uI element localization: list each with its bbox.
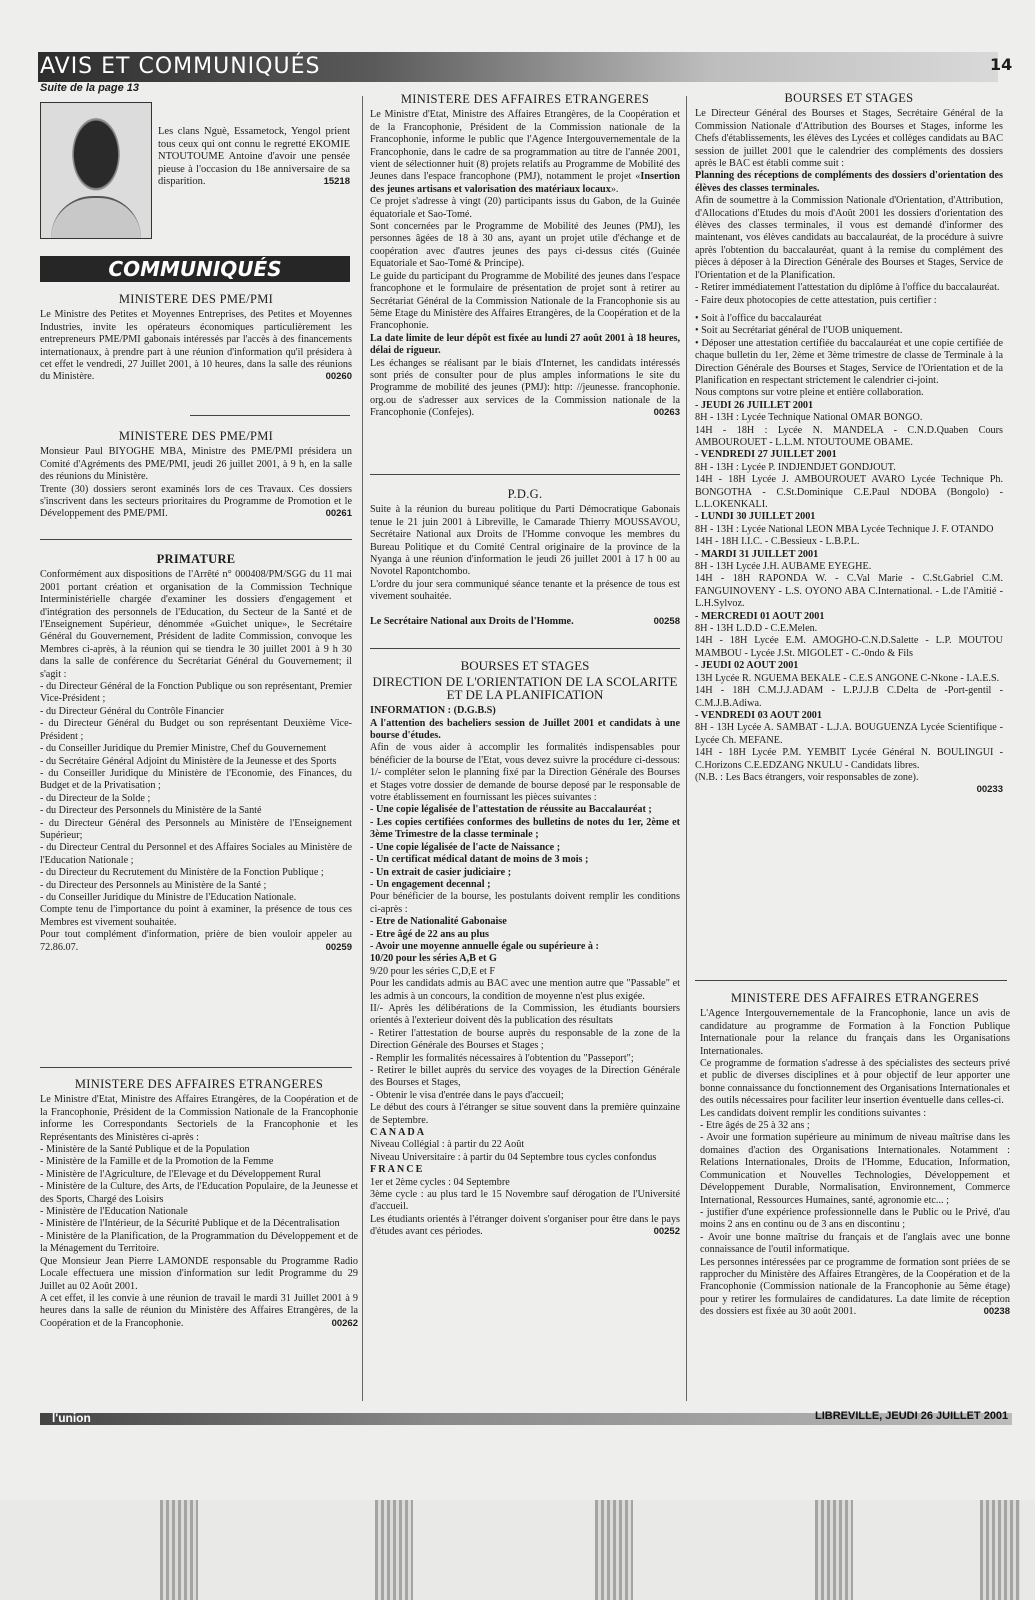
schedule-day: - VENDREDI 03 AOUT 2001 8H - 13H Lycée A. SAMBAT - L.J.A. BOUGUENZA Lycée Scientifique - Lycée Ch. MEFANE. 14H - 18H Lycée P.M. YEMBIT Lycée Général N. BOULINGUI - C.Horizons C.E.EDZANG NKULU - Candidats libres. (695, 709, 1003, 771)
divider (40, 539, 352, 540)
scan-artifact (595, 1500, 633, 1600)
notice-title: MINISTERE DES AFFAIRES ETRANGERES (74, 1077, 324, 1091)
divider (190, 415, 350, 416)
column-divider (686, 96, 687, 1401)
ref-number: 00261 (325, 508, 352, 520)
scan-artifact (160, 1500, 198, 1600)
notice-title: BOURSES ET STAGES (784, 91, 914, 105)
ref-number: 00260 (325, 371, 352, 383)
scan-artifact (980, 1500, 1020, 1600)
schedule-day: - MARDI 31 JUILLET 2001 8H - 13H Lycée J.H. AUBAME EYEGHE. 14H - 18H RAPONDA W. - C.Val Marie - C.St.Gabriel C.M. FANGUINOVENY - L.S. OYONO ABA C.International. - L.de l'Amitié - L.H.Sylvoz. (695, 548, 1003, 610)
continued-note: Suite de la page 13 (40, 82, 140, 94)
notice-title: MINISTERE DES AFFAIRES ETRANGERES (400, 92, 650, 106)
scan-artifact (375, 1500, 413, 1600)
divider (695, 980, 1007, 981)
scan-margin (0, 1500, 1035, 1600)
schedule-day: - JEUDI 02 AOUT 2001 13H Lycée R. NGUEMA BEKALE - C.E.S ANGONE C-Nkone - I.A.E.S. 14H - 18H C.M.J.J.ADAM - L.P.J.J.B C.Delta de -Port-gentil - C.M.J.B.Adiwa. (695, 660, 1003, 709)
notice-title: MINISTERE DES PME/PMI (118, 429, 274, 443)
notice-pme-1: MINISTERE DES PME/PMI Le Ministre des Petites et Moyennes Entreprises, des Petites et Moyennes Industries, invite les opérateurs économiques particulièrement les entrepreneurs PME/PMI gabonais intéressés par l'accès à des financements internationaux, à prendre part à une réunion d'information qu'il présidera à cet effet le vendredi, 27 Juillet 2001, à 10 heures, dans la salle des réunions du Ministère. 00260 (40, 292, 352, 383)
divider (40, 1067, 352, 1068)
ref-number: 00238 (983, 1306, 1010, 1318)
memorial-text: Les clans Nguè, Essametock, Yengol prient tous ceux qui ont connu le regretté EKOMIE NTOUTOUME Antoine d'avoir une pensée pieuse à l'occasion du 18e anniversaire de sa disparition. (158, 126, 350, 188)
scan-artifact (815, 1500, 853, 1600)
notice-pme-2: MINISTERE DES PME/PMI Monsieur Paul BIYOGHE MBA, Ministre des PME/PMI présidera un Comité d'Agréments des PME/PMI, jeudi 26 juillet 2001, à 9 h, en la salle des réunions du Ministère. Trente (30) dossiers seront examinés lors de ces Travaux. Ces dossiers s'inscrivent dans les secteurs prioritaires du Programme de Promotion et le Développement des PME/PMI. 00261 (40, 429, 352, 520)
notice-affaires-etrangeres-1: MINISTERE DES AFFAIRES ETRANGERES Le Ministre d'Etat, Ministre des Affaires Etrangères, de la Coopération et de la Francophonie, Président de la Commission Nationale de la Francophonie informe les Correspondants Sectoriels de la Francophonie et les Représentants des Ministères ci-après : - Ministère de la Santé Publique et de la Population - Ministère de la Famille et de la Promotion de la Femme - Ministère de l'Agriculture, de l'Elevage et du Développement Rural - Ministère de la Culture, des Arts, de l'Education Populaire, de la Jeunesse et des Sports, Chargé des Loisirs - Ministère de l'Education Nationale - Ministère de l'Intérieur, de la Sécurité Publique et de la Décentralisation - Ministère de la Planification, de la Programmation du Développement et de la Ménagement du Territoire. Que Monsieur Jean Pierre LAMONDE responsable du Programme Radio Locale effectuera une mission d'information sur ledit Programme du 29 Juillet au 02 Août 2001. A cet effet, il les convie à une réunion de travail le mardi 31 Juillet 2001 à 9 heures dans la salle de réunion du Ministère des Affaires Etrangères, de la Coopération et de la Francophonie. 00262 (40, 1077, 358, 1329)
divider (370, 474, 680, 475)
notice-title: BOURSES ET STAGES (460, 658, 590, 673)
portrait-photo (40, 102, 152, 239)
schedule-day: - JEUDI 26 JUILLET 2001 8H - 13H : Lycée Technique National OMAR BONGO. 14H - 18H : Lycée N. MANDELA - C.N.D.Quaben Cours AMBOUROUET - L.L.M. NTOUTOUME OBAME. (695, 399, 1003, 448)
schedule-day: - MERCREDI 01 AOUT 2001 8H - 13H L.D.D - C.E.Melen. 14H - 18H Lycée E.M. AMOGHO-C.N.D.Salette - L.P. MOUTOU MAMBOU - Lycée J.St. MIGOLET - C.-0ndo & Fils (695, 610, 1003, 659)
ref-number: 00258 (653, 615, 680, 627)
ref-number: 00252 (653, 1226, 680, 1238)
notice-affaires-etrangeres-2: MINISTERE DES AFFAIRES ETRANGERES Le Ministre d'Etat, Ministre des Affaires Etrangères, de la Coopération et de la Francophonie, Président de la Commission nationale de la Francophonie, informe le public que l'Agence Intergouvernementale de la Francophonie, dans le cadre de sa programmation au titre de l'année 2001, vient de sélectionner huit (8) projets relatifs au Programme de Mobilité des Jeunes dans l'espace francophone (PMJ), notamment le projet «Insertion des jeunes artisans et valorisation des matériaux locaux». Ce projet s'adresse à vingt (20) participants issus du Gabon, de la Guinée équatoriale et Sao-Tomé. Sont concernées par le Programme de Mobilité des Jeunes (PMJ), les personnes âgées de 18 à 30 ans, ayant un projet utile d'échange et de coopération avec d'autres jeunes des pays ci-dessus cités (Guinée Equatoriale et Sao-Tomé & Principe). Le guide du participant du Programme de Mobilité des jeunes dans l'espace francophone et le formulaire de présentation de projet sont à retirer au Secrétariat Général de la Commission Nationale de la Francophonie sis au 5ème Etage du Ministère des Affaires Etrangères, de la Coopération et de la Francophonie. La date limite de leur dépôt est fixée au lundi 27 août 2001 à 18 heures, délai de rigueur. Les échanges se réalisant par le biais d'Internet, les candidats intéressés sont priés de consulter pour de plus amples informations le site du Programme de mobilité des jeunes (PMJ): http: //jeunesse. francophonie. org.ou de s'adresser aux services de la Commission nationale de la Francophonie (Confejes). 00263 (370, 92, 680, 419)
communiques-title: COMMUNIQUÉS (108, 257, 282, 281)
section-title: AVIS ET COMMUNIQUÉS (40, 54, 321, 79)
notice-affaires-etrangeres-3: MINISTERE DES AFFAIRES ETRANGERES L'Agence Intergouvernementale de la Francophonie, lance un avis de candidature au programme de Formation à la Fonction Publique Internationale pour la relance du français dans les Organisations Internationales. Ce programme de formation s'adresse à des spécialistes des secteurs privé et public de diverses disciplines et à pour objectif de leur apporter une bonne connaissance du fonctionnement des Organisations Internationales et des outils nécessaires pour faciliter leur insertion éventuelle dans celles-ci. Les candidats doivent remplir les conditions suivantes : - Etre âgés de 25 à 32 ans ; - Avoir une formation supérieure au minimum de niveau maîtrise dans les domaines d'action des Organisations Internationales. Notamment : Relations Internationales, Droits de l'Homme, Education, Information, Communication et Nouvelles Technologies, Développement et Développement Durable, Normalisation, Environnement, Commerce International, Ressources Humaines, santé, agronomie etc... ; - justifier d'une expérience professionnelle dans le Public ou le Privé, d'au moins 2 ans en continu ou de 3 ans en discontinu ; - Avoir une bonne maîtrise du français et de l'anglais avec une bonne connaissance de l'outil informatique. Les personnes intéressées par ce programme de formation sont priées de se rapprocher du Ministère des Affaires Etrangères, de la Coopération et de la Francophonie (Commission nationale de la Francophonie au 5ème étage) pour y retirer les formulaires de candidatures. La date limite de réception des dossiers est fixée au 30 août 2001. 00238 (700, 991, 1010, 1318)
notice-bourses-dgbs: BOURSES ET STAGES DIRECTION DE L'ORIENTATION DE LA SCOLARITE ET DE LA PLANIFICATION INFORMATION : (D.G.B.S) A l'attention des bacheliers session de Juillet 2001 et candidats à une bourse d'études. Afin de vous aider à accomplir les formalités indispensables pour bénéficier de la bourse de l'Etat, vous devez suivre la procédure ci-dessous: 1/- compléter selon le planning fixé par la Direction Générale des Bourses et Stages votre dossier de demande de bourse deposé par le responsable de votre établissement en fournissant les pièces suivantes : - Une copie légalisée de l'attestation de réussite au Baccalauréat ; - Les copies certifiées conformes des bulletins de notes du 1er, 2ème et 3ème Trimestre de la classe terminale ; - Une copie légalisée de l'acte de Naissance ; - Un certificat médical datant de moins de 3 mois ; - Un extrait de casier judiciaire ; - Un engagement decennal ; Pour bénéficier de la bourse, les postulants doivent remplir les conditions ci-après : - Etre de Nationalité Gabonaise - Etre âgé de 22 ans au plus - Avoir une moyenne annuelle égale ou supérieure à : 10/20 pour les séries A,B et G 9/20 pour les séries C,D,E et F Pour les candidats admis au BAC avec une mention autre que "Passable" et les admis à un concours, la condition de moyenne n'est plus exigée. II/- Après les délibérations de la Commission, les étudiants boursiers orientés à l'exterieur doivent dès la publication des résultats - Retirer l'attestation de bourse auprès du responsable de la zone de la Direction Générale des Bourses et Stages ; - Remplir les formalités nécessaires à l'obtention du "Passeport"; - Retirer le billet auprès du service des voyages de la Direction Générale des Bourses et Stages, - Obtenir le visa d'entrée dans le pays d'accueil; Le début des cours à l'étranger se situe souvent dans la première quinzaine de Septembre. CANADA Niveau Collégial : à partir du 22 Août Niveau Universitaire : à partir du 04 Septembre tous cycles confondus FRANCE 1er et 2ème cycles : 04 Septembre 3ème cycle : au plus tard le 15 Novembre sauf dérogation de l'Université d'accueil. Les étudiants orientés à l'étranger doivent s'organiser pour être dans le pays d'études avant ces périodes. 00252 (370, 658, 680, 1238)
schedule-day: - VENDREDI 27 JUILLET 2001 8H - 13H : Lycée P. INDJENDJET GONDJOUT. 14H - 18H Lycée J. AMBOUROUET AVARO Lycée Technique Ph. BONGOTHA - C.St.Dominique C.E.Paul NDOBA (Bongolo) - L.L.OKENKALI. (695, 449, 1003, 510)
divider (370, 648, 680, 649)
newspaper-name: l'union (52, 1411, 91, 1425)
page-number: 14 (990, 55, 1013, 74)
dateline: LIBREVILLE, JEUDI 26 JUILLET 2001 (815, 1410, 1009, 1422)
schedule-day: - LUNDI 30 JUILLET 2001 8H - 13H : Lycée National LEON MBA Lycée Technique J. F. OTANDO 14H - 18H I.I.C. - C.Bessieux - L.B.P.L. (695, 511, 994, 548)
notice-bourses-planning: BOURSES ET STAGES Le Directeur Général des Bourses et Stages, Secrétaire Général de la Commission Nationale d'Attribution des Bourses et Stages, informe les Chefs d'établissements, les élèves des Lycées et collèges candidats au BAC session de juillet 2001 que le calendrier des compléments des dossiers après le BAC est établi comme suit : Planning des réceptions de compléments des dossiers d'orientation des élèves des classes terminales. Afin de soumettre à la Commission Nationale d'Orientation, d'Attribution, d'Allocations d'Etudes du mois d'Août 2001 les dossiers d'orientation des élèves des classes terminales, il vous est demandé d'informer des maintenant, vos élèves candidats au baccalauréat, de la procédure à suivre après l'obtention du baccalauréat, quant à la remise du complément des pièces à déposer à la Direction Générale des Bourses et Stages, Service de l'Orientation et de la Planification. - Retirer immédiatement l'attestation du diplôme à l'office du baccalauréat. - Faire deux photocopies de cette attestation, puis certifier : • Soit à l'office du baccalauréat • Soit au Secrétariat général de l'UOB uniquement. • Déposer une attestation certifiée du baccalauréat et une copie certifiée de chaque bulletin du 1er, 2ème et 3ème trimestre de classe de Terminale à la Direction Générale des Bourses et Stages, Service de l'Orientation et de la Planification en respectant strictement le calendrier ci-joint. Nous comptons sur votre pleine et entière collaboration. - JEUDI 26 JUILLET 2001 8H - 13H : Lycée Technique National OMAR BONGO. 14H - 18H : Lycée N. MANDELA - C.N.D.Quaben Cours AMBOUROUET - L.L.M. NTOUTOUME OBAME. - VENDREDI 27 JUILLET 2001 8H - 13H : Lycée P. INDJENDJET GONDJOUT. 14H - 18H Lycée J. AMBOUROUET AVARO Lycée Technique Ph. BONGOTHA - C.St.Dominique C.E.Paul NDOBA (Bongolo) - L.L.OKENKALI. - LUNDI 30 JUILLET 2001 8H - 13H : Lycée National LEON MBA Lycée Technique J. F. OTANDO 14H - 18H I.I.C. - C.Bessieux - L.B.P.L. - MARDI 31 JUILLET 2001 8H - 13H Lycée J.H. AUBAME EYEGHE. 14H - 18H RAPONDA W. - C.Val Marie - C.St.Gabriel C.M. FANGUINOVENY - L.S. OYONO ABA C.International. - L.de l'Amitié - L.H.Sylvoz. - MERCREDI 01 AOUT 2001 8H - 13H L.D.D - C.E.Melen. 14H - 18H Lycée E.M. AMOGHO-C.N.D.Salette - L.P. MOUTOU MAMBOU - Lycée J.St. MIGOLET - C.-0ndo & Fils - JEUDI 02 AOUT 2001 13H Lycée R. NGUEMA BEKALE - C.E.S ANGONE C-Nkone - I.A.E.S. 14H - 18H C.M.J.J.ADAM - L.P.J.J.B C.Delta de -Port-gentil - C.M.J.B.Adiwa. - VENDREDI 03 AOUT 2001 8H - 13H Lycée A. SAMBAT - L.J.A. BOUGUENZA Lycée Scientifique - Lycée Ch. MEFANE. 14H - 18H Lycée P.M. YEMBIT Lycée Général N. BOULINGUI - C.Horizons C.E.EDZANG NKULU - Candidats libres. (N.B. : Les Bacs étrangers, voir responsables de zone). 00233 (695, 91, 1003, 796)
ref-number: 15218 (323, 176, 350, 188)
notice-title: PRIMATURE (156, 552, 236, 566)
column-divider (362, 96, 363, 1401)
notice-title: MINISTERE DES PME/PMI (118, 292, 274, 306)
memorial-notice (158, 126, 350, 189)
ref-number: 00262 (331, 1317, 358, 1329)
notice-subtitle: DIRECTION DE L'ORIENTATION DE LA SCOLARITE ET DE LA PLANIFICATION (372, 674, 678, 702)
ref-number: 00259 (325, 941, 352, 953)
ref-number: 00263 (653, 407, 680, 419)
notice-pdg: P.D.G. Suite à la réunion du bureau politique du Parti Démocratique Gabonais tenue le 21 juin 2001 à Libreville, le Camarade Thierry MOUSSAVOU, Secrétaire National aux Droits de l'Homme convoque les membres du Bureau Politique et du Comité Central originaire de la province de la Nyanga à une réunion d'information le jeudi 26 juillet 2001 à 17 h 00 au Novotel Rapontchombo. L'ordre du jour sera communiqué séance tenante et la présence de tous est vivement souhaitée. Le Secrétaire National aux Droits de l'Homme. 00258 (370, 487, 680, 627)
notice-title: P.D.G. (507, 487, 543, 501)
ref-number: 00233 (976, 784, 1003, 796)
notice-title: MINISTERE DES AFFAIRES ETRANGERES (730, 991, 980, 1005)
notice-primature: PRIMATURE Conformément aux dispositions de l'Arrêté n° 000408/PM/SGG du 11 mai 2001 portant création et organisation de la Commission Technique Interministérielle chargée d'examiner les dossiers d'engagement et d'intégration des personnels de l'Education, du Secteur de la Santé et de l'Enseignement Supérieur, dénommée «Guichet unique», le Secrétaire Général du Gouvernement, Président de ladite Commission, convoque les Membres ci-après, à la réunion qui se tiendra le 30 juillet 2001 à 9 h 30 dans la salle de conférence du Secrétariat Général du Gouvernement; il s'agit : - du Directeur Général de la Fonction Publique ou son représentant, Premier Vice-Président ; - du Directeur Général du Contrôle Financier - du Directeur Général du Budget ou son représentant Deuxième Vice-Président ; - du Conseiller Juridique du Premier Ministre, Chef du Gouvernement - du Secrétaire Général Adjoint du Ministère de la Jeunesse et des Sports - du Conseiller Juridique du Ministère de l'Economie, des Finances, du Budget et de la Privatisation ; - du Directeur de la Solde ; - du Directeur des Personnels du Ministère de la Santé - du Directeur Général des Personnels au Ministère de l'Enseignement Supérieur; - du Directeur Central du Personnel et des Affaires Sociales au Ministère de l'Education Nationale ; - du Directeur du Recrutement du Ministère de la Fonction Publique ; - du Directeur des Personnels au Ministère de la Santé ; - du Conseiller Juridique du Ministre de l'Education Nationale. Compte tenu de l'importance du point à examiner, la présence de tous ces Membres est vivement souhaitée. Pour tout complément d'information, prière de bien vouloir appeler au 72.86.07. 00259 (40, 552, 352, 953)
